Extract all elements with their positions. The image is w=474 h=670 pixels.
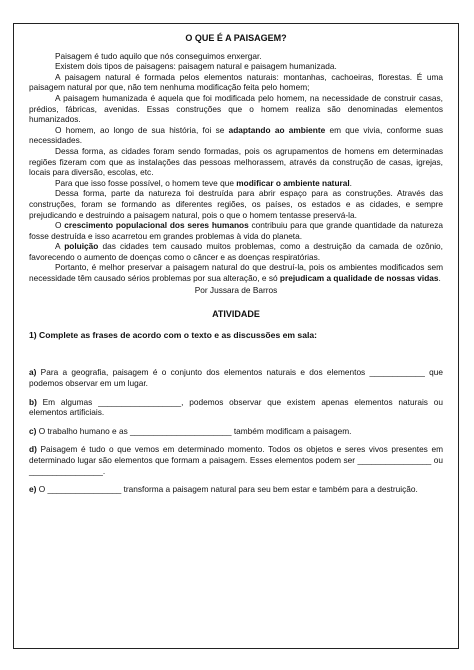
paragraph-11 bbox=[29, 262, 443, 283]
question-text: O ________________ transforma a paisagem natural para seu bem estar e também para a destruição. bbox=[36, 484, 418, 495]
p11-text: Portanto, é melhor preservar a paisagem natural do que destruí-la, pois os ambientes modificados sem necessidade têm causado sérios problemas por sua alteração, e só bbox=[29, 262, 443, 284]
paragraph-8: Dessa forma, parte da natureza foi destruída para abrir espaço para as construções. Através das construções, foram se formando as diferentes regiões, os países, os estados e as cidades, e sempre prejudicando e destruindo a paisagem natural, pois o que o homem tentasse preservá-la. bbox=[29, 188, 443, 220]
document-body bbox=[29, 33, 443, 503]
question-c bbox=[29, 426, 443, 437]
p10-text-end: das cidades tem causado muitos problemas, como a destruição da camada de ozônio, favorecendo o aumento de doenças como o câncer e as doenças respiratórias. bbox=[29, 241, 443, 262]
p10-text: A bbox=[55, 241, 65, 252]
question-b bbox=[29, 397, 443, 418]
p10-bold: poluição bbox=[64, 241, 99, 252]
p9-text: O bbox=[55, 220, 65, 231]
question-letter: a) bbox=[29, 367, 37, 378]
paragraph-5 bbox=[29, 125, 443, 146]
question-text: O trabalho humano e as ______________________ também modificam a paisagem. bbox=[36, 425, 352, 436]
paragraph-3: A paisagem natural é formada pelos elementos naturais: montanhas, cachoeiras, florestas. É uma paisagem natural por que, não tem nenhuma modificação feita pelo homem; bbox=[29, 71, 443, 93]
p7-bold: modificar o ambiente natural bbox=[236, 177, 350, 188]
paragraph-1: Paisagem é tudo aquilo que nós conseguimos enxergar. bbox=[55, 50, 262, 61]
paragraph-7 bbox=[29, 178, 443, 189]
question-text: Em algumas __________________, podemos observar que existem apenas elementos naturais ou elementos artificiais. bbox=[29, 396, 443, 418]
paragraph-4: A paisagem humanizada é aquela que foi modificada pelo homem, na necessidade de construir casas, prédios, fábricas, avenidas. Essas construções que o homem realiza são denominadas elementos humanizados. bbox=[29, 92, 443, 125]
p5-text-end: em que vivia, conforme suas necessidades. bbox=[29, 124, 443, 146]
p11-text-end: . bbox=[438, 273, 441, 284]
paragraph-6: Dessa forma, as cidades foram sendo formadas, pois os agrupamentos de homens em determinadas regiões fizeram com que as instalações das pessoas melhorassem, através da construção de casas, igrejas, locais para diversão, escolas, etc. bbox=[29, 145, 443, 178]
p7-text: Para que isso fosse possível, o homem teve que bbox=[55, 177, 237, 188]
paragraph-9 bbox=[29, 220, 443, 241]
question-letter: b) bbox=[29, 396, 37, 407]
question-letter: e) bbox=[29, 484, 37, 495]
question-letter: c) bbox=[29, 425, 37, 436]
author-credit: Por Jussara de Barros bbox=[194, 284, 278, 295]
paragraph-2: Existem dois tipos de paisagens: paisagem natural e paisagem humanizada. bbox=[55, 61, 337, 72]
paragraph-10 bbox=[29, 241, 443, 262]
question-letter: d) bbox=[29, 444, 37, 455]
activity-instruction: 1) Complete as frases de acordo com o texto e as discussões em sala: bbox=[29, 329, 318, 340]
question-e bbox=[29, 484, 443, 495]
question-text: Para a geografia, paisagem é o conjunto dos elementos naturais e dos elementos ____________ que podemos observar em um lugar. bbox=[29, 367, 443, 389]
p5-text: O homem, ao longo de sua história, foi se bbox=[55, 124, 229, 135]
p9-bold: crescimento populacional dos seres humanos bbox=[64, 220, 249, 231]
p5-bold: adaptando ao ambiente bbox=[228, 124, 326, 135]
question-text: Paisagem é tudo o que vemos em determinado momento. Todos os objetos e seres vivos presentes em determinado lugar são elementos que formam a paisagem. Esses elementos podem ser ________________ ou ________________. bbox=[29, 444, 443, 476]
question-a bbox=[29, 367, 443, 388]
question-d bbox=[29, 444, 443, 476]
p9-text-end: contribuiu para que grande quantidade da natureza fosse destruída e isso acarretou em grandes problemas à vida do planeta. bbox=[29, 220, 443, 241]
activity-heading: ATIVIDADE bbox=[212, 309, 260, 320]
p11-bold: prejudicam a qualidade de nossas vidas bbox=[279, 273, 439, 284]
page-title: O QUE É A PAISAGEM? bbox=[185, 33, 287, 43]
p7-text-end: . bbox=[349, 177, 352, 188]
